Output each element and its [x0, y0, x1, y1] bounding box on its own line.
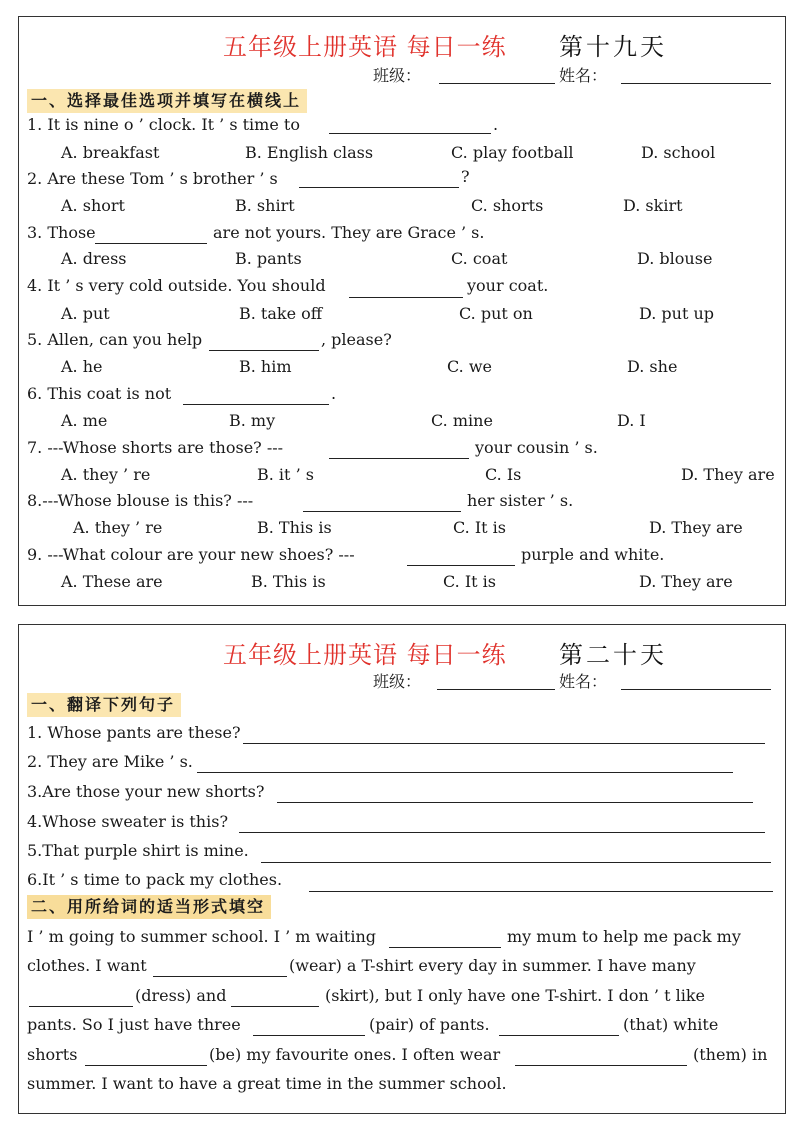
question-tail: .	[493, 115, 499, 134]
passage-blank-5[interactable]	[253, 1035, 365, 1036]
passage-text: (pair) of pants.	[369, 1015, 490, 1034]
option-a[interactable]: A. he	[61, 357, 103, 376]
question-tail: .	[331, 384, 337, 403]
answer-blank-8[interactable]	[303, 511, 461, 512]
passage-text: (skirt), but I only have one T-shirt. I don ’ t like	[325, 986, 705, 1005]
option-c[interactable]: C. we	[447, 357, 493, 376]
option-d[interactable]: D. she	[627, 357, 678, 376]
name-label: 姓名：	[559, 672, 608, 691]
question-tail: ?	[461, 167, 470, 186]
class-field[interactable]	[437, 689, 555, 690]
translation-line-2[interactable]	[197, 772, 733, 773]
class-label: 班级：	[373, 66, 422, 85]
passage-text: (wear) a T-shirt every day in summer. I have many	[289, 956, 696, 975]
option-c[interactable]: C. shorts	[471, 196, 544, 215]
translation-line-4[interactable]	[239, 832, 765, 833]
option-b[interactable]: B. take off	[239, 304, 323, 323]
option-c[interactable]: C. coat	[451, 249, 508, 268]
question-7: 7. ---Whose shorts are those? ---	[27, 438, 284, 457]
sentence-6: 6.It ’ s time to pack my clothes.	[27, 870, 283, 889]
passage-text: pants. So I just have three	[27, 1015, 241, 1034]
option-b[interactable]: B. shirt	[235, 196, 295, 215]
section-heading-fill-blank: 二、用所给词的适当形式填空	[27, 895, 271, 919]
passage-text: (them) in	[693, 1045, 768, 1064]
passage-text: (dress) and	[135, 986, 227, 1005]
option-c[interactable]: C. put on	[459, 304, 533, 323]
option-a[interactable]: A. put	[61, 304, 110, 323]
question-tail: are not yours. They are Grace ’ s.	[213, 223, 485, 242]
answer-blank-9[interactable]	[407, 565, 515, 566]
passage-text: I ’ m going to summer school. I ’ m waiting	[27, 927, 376, 946]
passage-blank-6[interactable]	[499, 1035, 619, 1036]
option-c[interactable]: C. Is	[485, 465, 522, 484]
question-5: 5. Allen, can you help	[27, 330, 203, 349]
passage-text: summer. I want to have a great time in the summer school.	[27, 1074, 507, 1093]
answer-blank-7[interactable]	[329, 458, 469, 459]
question-text: 1. It is nine o ’ clock. It ’ s time to	[27, 115, 300, 134]
answer-blank-1[interactable]	[329, 133, 491, 134]
answer-blank-3[interactable]	[95, 243, 207, 244]
name-field[interactable]	[621, 689, 771, 690]
worksheet-day-19	[18, 16, 786, 606]
question-9: 9. ---What colour are your new shoes? ---	[27, 545, 355, 564]
passage-blank-3[interactable]	[29, 1006, 133, 1007]
option-c[interactable]: C. It is	[453, 518, 507, 537]
question-3: 3. Those	[27, 223, 96, 242]
option-b[interactable]: B. my	[229, 411, 276, 430]
option-a[interactable]: A. they ’ re	[61, 465, 151, 484]
worksheet-title: 五年级上册英语 每日一练	[223, 641, 507, 669]
option-b[interactable]: B. This is	[251, 572, 326, 591]
name-field[interactable]	[621, 83, 771, 84]
day-label: 第十九天	[559, 33, 667, 61]
question-2: 2. Are these Tom ’ s brother ’ s	[27, 169, 278, 188]
option-c[interactable]: C. mine	[431, 411, 493, 430]
question-tail: your cousin ’ s.	[475, 438, 598, 457]
option-a[interactable]: A. they ’ re	[73, 518, 163, 537]
option-b[interactable]: B. This is	[257, 518, 332, 537]
passage-blank-1[interactable]	[389, 947, 501, 948]
option-b[interactable]: B. him	[239, 357, 292, 376]
passage-text: my mum to help me pack my	[507, 927, 741, 946]
translation-line-3[interactable]	[277, 802, 753, 803]
option-b[interactable]: B. English class	[245, 143, 374, 162]
translation-line-5[interactable]	[261, 862, 771, 863]
option-c[interactable]: C. play football	[451, 143, 574, 162]
question-tail: your coat.	[467, 276, 549, 295]
question-1	[27, 115, 300, 135]
name-label: 姓名：	[559, 66, 608, 85]
option-b[interactable]: B. pants	[235, 249, 302, 268]
sentence-5: 5.That purple shirt is mine.	[27, 841, 249, 860]
option-a[interactable]: A. dress	[61, 249, 127, 268]
option-d[interactable]: D. put up	[639, 304, 715, 323]
sentence-3: 3.Are those your new shorts?	[27, 782, 265, 801]
option-a[interactable]: A. short	[61, 196, 125, 215]
option-c[interactable]: C. It is	[443, 572, 497, 591]
passage-blank-8[interactable]	[515, 1065, 687, 1066]
section-heading: 一、选择最佳选项并填写在横线上	[27, 89, 307, 113]
passage-text: (be) my favourite ones. I often wear	[209, 1045, 501, 1064]
option-a[interactable]: A. breakfast	[61, 143, 160, 162]
passage-text: shorts	[27, 1045, 78, 1064]
option-d[interactable]: D. I	[617, 411, 646, 430]
question-8: 8.---Whose blouse is this? ---	[27, 491, 254, 510]
class-label: 班级：	[373, 672, 422, 691]
option-d[interactable]: D. They are	[681, 465, 775, 484]
option-d[interactable]: D. school	[641, 143, 716, 162]
passage-text: clothes. I want	[27, 956, 147, 975]
sentence-4: 4.Whose sweater is this?	[27, 812, 229, 831]
passage-blank-4[interactable]	[231, 1006, 319, 1007]
worksheet-title: 五年级上册英语 每日一练	[223, 33, 507, 61]
translation-line-6[interactable]	[309, 891, 773, 892]
sentence-2: 2. They are Mike ’ s.	[27, 752, 193, 771]
option-d[interactable]: D. They are	[639, 572, 733, 591]
worksheet-day-20	[18, 624, 786, 1114]
sentence-1: 1. Whose pants are these?	[27, 723, 241, 742]
option-d[interactable]: D. skirt	[623, 196, 683, 215]
section-heading-translate: 一、翻译下列句子	[27, 693, 181, 717]
passage-blank-7[interactable]	[85, 1065, 207, 1066]
question-tail: her sister ’ s.	[467, 491, 574, 510]
option-a[interactable]: A. me	[61, 411, 108, 430]
option-d[interactable]: D. They are	[649, 518, 743, 537]
answer-blank-4[interactable]	[349, 297, 463, 298]
answer-blank-2[interactable]	[299, 187, 459, 188]
option-a[interactable]: A. These are	[61, 572, 163, 591]
option-b[interactable]: B. it ’ s	[257, 465, 314, 484]
class-field[interactable]	[439, 83, 555, 84]
answer-blank-6[interactable]	[183, 404, 329, 405]
question-tail: , please?	[321, 330, 392, 349]
translation-line-1[interactable]	[243, 743, 765, 744]
answer-blank-5[interactable]	[209, 350, 319, 351]
day-label: 第二十天	[559, 641, 667, 669]
question-6: 6. This coat is not	[27, 384, 172, 403]
passage-text: (that) white	[623, 1015, 719, 1034]
question-tail: purple and white.	[521, 545, 665, 564]
option-d[interactable]: D. blouse	[637, 249, 713, 268]
question-4: 4. It ’ s very cold outside. You should	[27, 276, 326, 295]
passage-blank-2[interactable]	[153, 976, 287, 977]
